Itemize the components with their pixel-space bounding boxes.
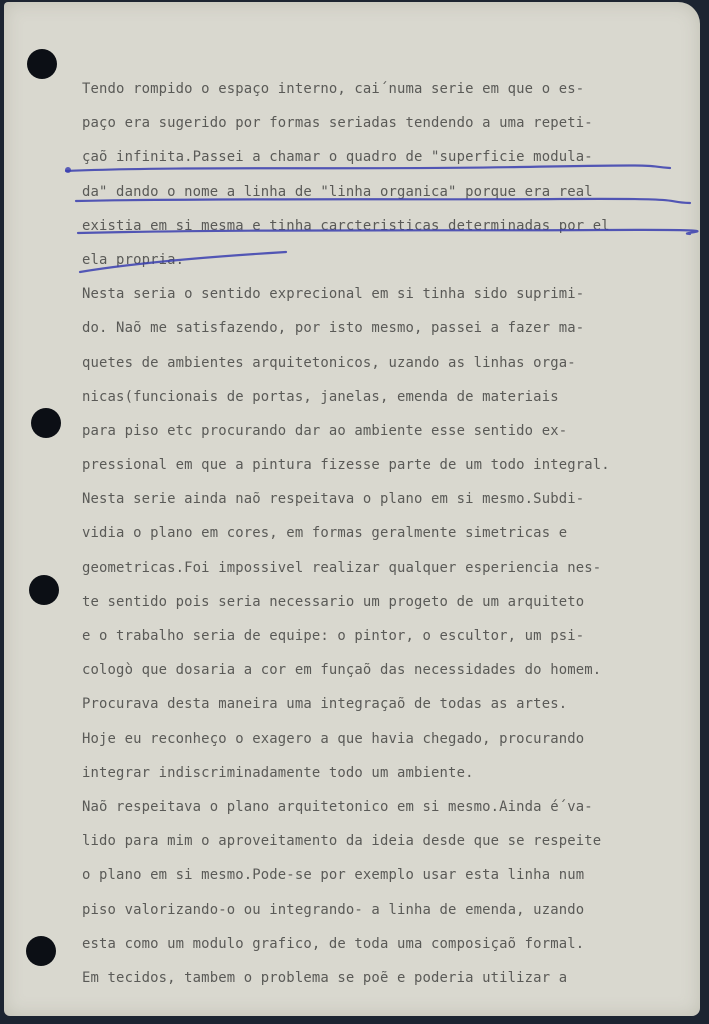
binder-hole-1 — [27, 49, 57, 79]
text-line: esta como um modulo grafico, de toda uma composiçaõ formal. — [82, 935, 585, 952]
text-line: o plano em si mesmo.Pode-se por exemplo usar esta linha num — [82, 867, 585, 884]
text-line: integrar indiscriminadamente todo um ambiente. — [82, 764, 474, 781]
text-line: Em tecidos, tambem o problema se poẽ e poderia utilizar a — [82, 969, 568, 986]
text-line: Procurava desta maneira uma integraçaõ de todas as artes. — [82, 696, 568, 713]
binder-hole-2 — [31, 408, 61, 438]
text-line: paço era sugerido por formas seriadas tendendo a uma repeti- — [82, 115, 593, 132]
text-line: da" dando o nome a linha de "linha organica" porque era real — [82, 183, 593, 200]
text-line: çaõ infinita.Passei a chamar o quadro de "superficie modula- — [82, 149, 593, 166]
text-line: lido para mim o aproveitamento da ideia desde que se respeite — [82, 833, 602, 850]
text-line: Nesta seria o sentido exprecional em si tinha sido suprimi- — [82, 286, 585, 303]
text-line: quetes de ambientes arquitetonicos, uzando as linhas orga- — [82, 354, 576, 371]
text-line: existia em si mesma e tinha carcteristicas determinadas por el — [82, 217, 610, 234]
typed-text-body — [82, 72, 702, 995]
text-line: nicas(funcionais de portas, janelas, emenda de materiais — [82, 388, 559, 405]
text-line: Naõ respeitava o plano arquitetonico em si mesmo.Ainda é´va- — [82, 798, 593, 815]
text-line: do. Naõ me satisfazendo, por isto mesmo, passei a fazer ma- — [82, 320, 585, 337]
binder-hole-4 — [26, 936, 56, 966]
binder-hole-3 — [29, 575, 59, 605]
text-line: te sentido pois seria necessario um progeto de um arquiteto — [82, 593, 585, 610]
text-line: cologò que dosaria a cor em funçaõ das necessidades do homem. — [82, 662, 602, 679]
text-line: e o trabalho seria de equipe: o pintor, o escultor, um psi- — [82, 628, 585, 644]
text-line: vidia o plano em cores, em formas geralmente simetricas e — [82, 525, 568, 542]
text-line: geometricas.Foi impossivel realizar qualquer esperiencia nes- — [82, 559, 602, 576]
text-line: Nesta serie ainda naõ respeitava o plano em si mesmo.Subdi- — [82, 491, 585, 508]
text-line: para piso etc procurando dar ao ambiente esse sentido ex- — [82, 422, 568, 439]
typewritten-page — [4, 2, 700, 1016]
text-line: Hoje eu reconheço o exagero a que havia chegado, procurando — [82, 730, 585, 747]
text-line: pressional em que a pintura fizesse parte de um todo integral. — [82, 457, 610, 474]
text-line: piso valorizando-o ou integrando- a linha de emenda, uzando — [82, 901, 585, 918]
text-line: Tendo rompido o espaço interno, cai´numa serie em que o es- — [82, 81, 585, 97]
text-line: ela propria. — [82, 251, 185, 268]
